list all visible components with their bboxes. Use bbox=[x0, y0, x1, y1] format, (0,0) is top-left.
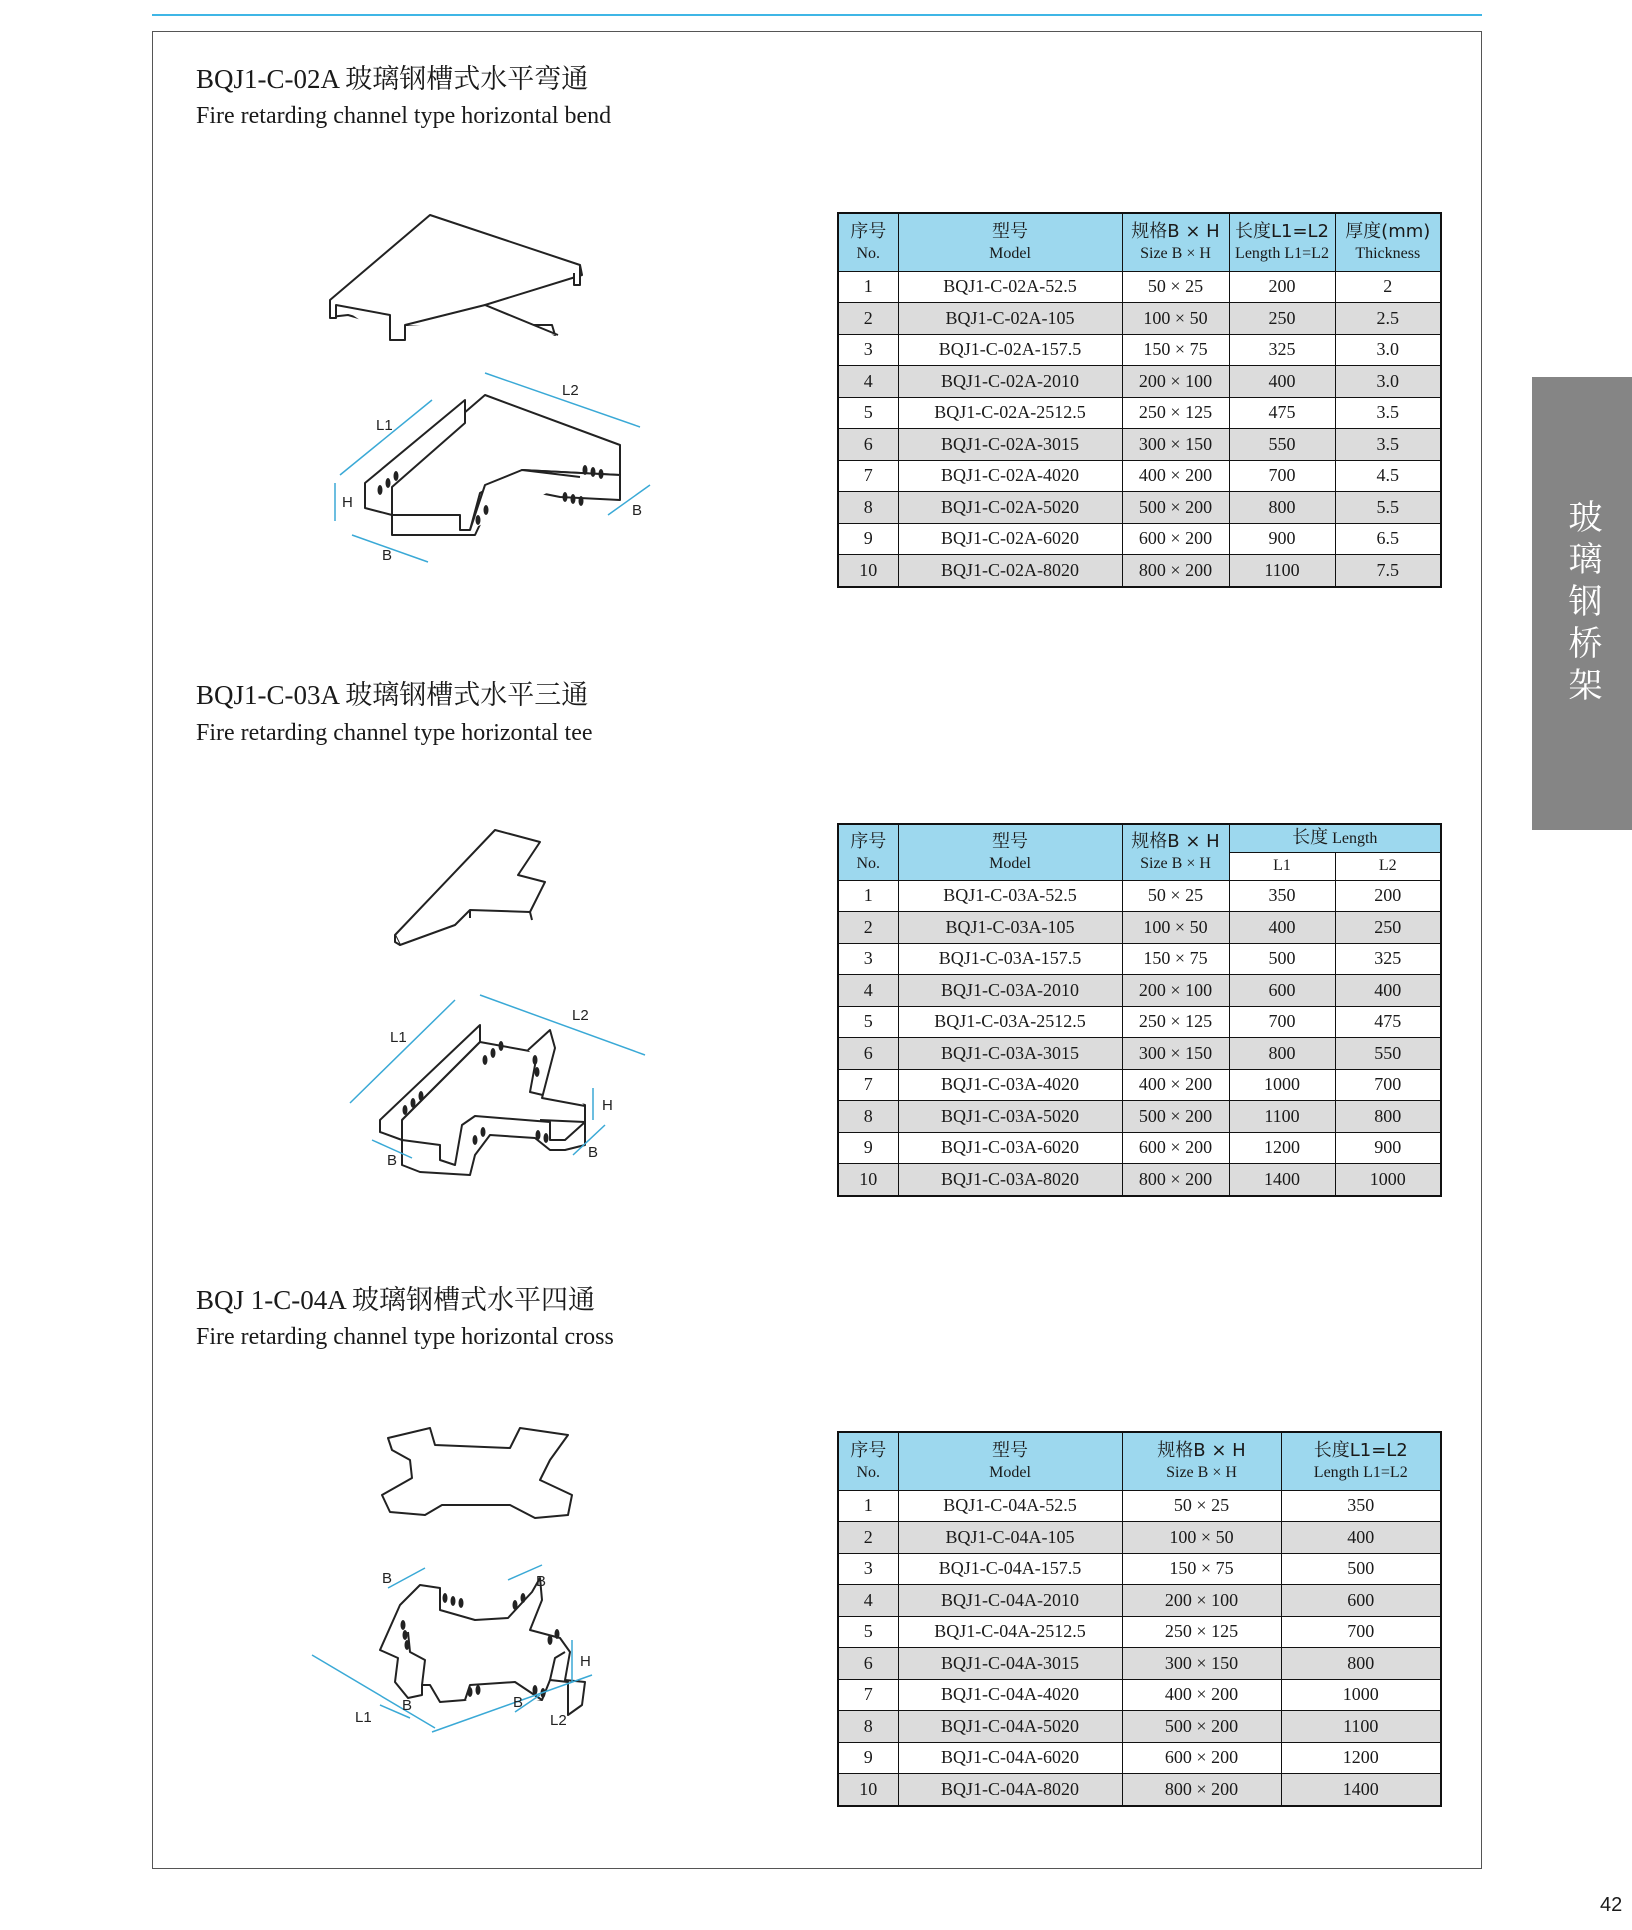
tee-label-b2: B bbox=[588, 1144, 599, 1161]
cross-label-l1: L1 bbox=[355, 1709, 372, 1726]
cell-model: BQJ1-C-04A-2010 bbox=[898, 1585, 1122, 1617]
cell-length: 500 bbox=[1281, 1553, 1441, 1585]
cell-model: BQJ1-C-02A-52.5 bbox=[898, 271, 1122, 303]
cell-thickness: 2 bbox=[1335, 271, 1441, 303]
cell-no: 1 bbox=[838, 880, 898, 912]
table-row bbox=[838, 271, 1441, 303]
header-model: 型号 Model bbox=[898, 1432, 1122, 1490]
cell-l2: 900 bbox=[1335, 1132, 1441, 1164]
cell-model: BQJ1-C-03A-105 bbox=[898, 912, 1122, 944]
cell-size: 100 × 50 bbox=[1122, 912, 1229, 944]
section-subtitle-bend: Fire retarding channel type horizontal bend bbox=[196, 103, 612, 129]
cell-size: 250 × 125 bbox=[1122, 397, 1229, 429]
table-row bbox=[838, 303, 1441, 335]
cell-size: 250 × 125 bbox=[1122, 1006, 1229, 1038]
cross-cover-top bbox=[382, 1428, 572, 1518]
cell-size: 50 × 25 bbox=[1122, 880, 1229, 912]
cell-size: 500 × 200 bbox=[1122, 492, 1229, 524]
cell-length: 700 bbox=[1229, 460, 1335, 492]
cell-length: 1100 bbox=[1281, 1711, 1441, 1743]
cell-size: 600 × 200 bbox=[1122, 1742, 1281, 1774]
table-row bbox=[838, 366, 1441, 398]
table-row bbox=[838, 1132, 1441, 1164]
cell-no: 4 bbox=[838, 366, 898, 398]
cell-size: 150 × 75 bbox=[1122, 334, 1229, 366]
header-length: 长度L1=L2 Length L1=L2 bbox=[1229, 213, 1335, 271]
cell-model: BQJ1-C-02A-2010 bbox=[898, 366, 1122, 398]
bend-label-l2: L2 bbox=[562, 382, 579, 399]
cell-no: 2 bbox=[838, 1522, 898, 1554]
section-subtitle-tee: Fire retarding channel type horizontal tee bbox=[196, 720, 593, 746]
bend-spec-table bbox=[837, 212, 1442, 588]
cell-model: BQJ1-C-03A-52.5 bbox=[898, 880, 1122, 912]
cell-size: 200 × 100 bbox=[1122, 366, 1229, 398]
cell-length: 1200 bbox=[1281, 1742, 1441, 1774]
tee-label-h: H bbox=[602, 1097, 613, 1114]
top-rule bbox=[152, 14, 1482, 16]
side-tab bbox=[1532, 377, 1632, 830]
cell-model: BQJ1-C-04A-3015 bbox=[898, 1648, 1122, 1680]
cell-no: 10 bbox=[838, 555, 898, 587]
cell-no: 5 bbox=[838, 1006, 898, 1038]
cell-l1: 1000 bbox=[1229, 1069, 1335, 1101]
cell-l2: 400 bbox=[1335, 975, 1441, 1007]
cell-size: 400 × 200 bbox=[1122, 460, 1229, 492]
header-thickness: 厚度(mm) Thickness bbox=[1335, 213, 1441, 271]
cell-model: BQJ1-C-03A-5020 bbox=[898, 1101, 1122, 1133]
table-row bbox=[838, 943, 1441, 975]
cross-label-b2: B bbox=[536, 1573, 547, 1590]
table-row bbox=[838, 1164, 1441, 1196]
cell-model: BQJ1-C-02A-105 bbox=[898, 303, 1122, 335]
cell-length: 1100 bbox=[1229, 555, 1335, 587]
cell-size: 800 × 200 bbox=[1122, 555, 1229, 587]
bend-label-l1: L1 bbox=[376, 417, 393, 434]
cell-thickness: 2.5 bbox=[1335, 303, 1441, 335]
cell-no: 8 bbox=[838, 492, 898, 524]
cell-l2: 800 bbox=[1335, 1101, 1441, 1133]
cell-no: 6 bbox=[838, 1038, 898, 1070]
cell-model: BQJ1-C-04A-2512.5 bbox=[898, 1616, 1122, 1648]
cell-l1: 1200 bbox=[1229, 1132, 1335, 1164]
header-length: 长度 Length bbox=[1229, 824, 1441, 852]
cell-length: 550 bbox=[1229, 429, 1335, 461]
header-length: 长度L1=L2 Length L1=L2 bbox=[1281, 1432, 1441, 1490]
cell-no: 7 bbox=[838, 1679, 898, 1711]
section-title-tee: BQJ1-C-03A 玻璃钢槽式水平三通 bbox=[196, 680, 589, 710]
cell-size: 600 × 200 bbox=[1122, 1132, 1229, 1164]
tee-label-b1: B bbox=[387, 1152, 398, 1169]
table-row bbox=[838, 523, 1441, 555]
cell-model: BQJ1-C-04A-4020 bbox=[898, 1679, 1122, 1711]
cross-label-l2: L2 bbox=[550, 1712, 567, 1729]
cell-model: BQJ1-C-02A-3015 bbox=[898, 429, 1122, 461]
cross-label-b1: B bbox=[382, 1570, 393, 1587]
section-title-cross: BQJ 1-C-04A 玻璃钢槽式水平四通 bbox=[196, 1285, 596, 1315]
horizontal-cross-drawing bbox=[310, 1420, 680, 1800]
table-row bbox=[838, 397, 1441, 429]
header-size: 规格B × H Size B × H bbox=[1122, 213, 1229, 271]
cross-label-b4: B bbox=[513, 1694, 524, 1711]
cell-size: 50 × 25 bbox=[1122, 1490, 1281, 1522]
cell-length: 325 bbox=[1229, 334, 1335, 366]
cell-l2: 475 bbox=[1335, 1006, 1441, 1038]
table-row bbox=[838, 1616, 1441, 1648]
cell-thickness: 4.5 bbox=[1335, 460, 1441, 492]
cell-length: 800 bbox=[1281, 1648, 1441, 1680]
table-row bbox=[838, 1742, 1441, 1774]
table-row bbox=[838, 429, 1441, 461]
header-l2: L2 bbox=[1335, 852, 1441, 880]
cell-model: BQJ1-C-02A-4020 bbox=[898, 460, 1122, 492]
cell-size: 100 × 50 bbox=[1122, 1522, 1281, 1554]
tee-cover-top bbox=[395, 830, 545, 945]
header-model: 型号 Model bbox=[898, 213, 1122, 271]
table-row bbox=[838, 1774, 1441, 1806]
cell-length: 200 bbox=[1229, 271, 1335, 303]
cell-thickness: 5.5 bbox=[1335, 492, 1441, 524]
cell-l2: 200 bbox=[1335, 880, 1441, 912]
cell-model: BQJ1-C-02A-6020 bbox=[898, 523, 1122, 555]
cell-no: 9 bbox=[838, 523, 898, 555]
cell-no: 2 bbox=[838, 303, 898, 335]
cell-thickness: 7.5 bbox=[1335, 555, 1441, 587]
header-no: 序号 No. bbox=[838, 1432, 898, 1490]
cell-size: 50 × 25 bbox=[1122, 271, 1229, 303]
table-row bbox=[838, 1522, 1441, 1554]
table-row bbox=[838, 1648, 1441, 1680]
cell-length: 900 bbox=[1229, 523, 1335, 555]
cell-l1: 350 bbox=[1229, 880, 1335, 912]
cell-l2: 550 bbox=[1335, 1038, 1441, 1070]
cell-size: 800 × 200 bbox=[1122, 1774, 1281, 1806]
table-row bbox=[838, 1711, 1441, 1743]
cell-thickness: 3.5 bbox=[1335, 429, 1441, 461]
cell-l1: 600 bbox=[1229, 975, 1335, 1007]
cross-label-b3: B bbox=[402, 1697, 413, 1714]
table-row bbox=[838, 1069, 1441, 1101]
table-row bbox=[838, 1553, 1441, 1585]
cross-label-h: H bbox=[580, 1653, 591, 1670]
cell-length: 600 bbox=[1281, 1585, 1441, 1617]
cell-no: 4 bbox=[838, 1585, 898, 1617]
bend-label-h: H bbox=[342, 494, 353, 511]
cell-size: 300 × 150 bbox=[1122, 1648, 1281, 1680]
table-row bbox=[838, 555, 1441, 587]
table-row bbox=[838, 912, 1441, 944]
cell-size: 200 × 100 bbox=[1122, 1585, 1281, 1617]
cell-model: BQJ1-C-03A-2010 bbox=[898, 975, 1122, 1007]
cell-no: 8 bbox=[838, 1711, 898, 1743]
cell-l1: 500 bbox=[1229, 943, 1335, 975]
cell-no: 3 bbox=[838, 943, 898, 975]
table-row bbox=[838, 1006, 1441, 1038]
header-l1: L1 bbox=[1229, 852, 1335, 880]
table-row bbox=[838, 1101, 1441, 1133]
header-model: 型号 Model bbox=[898, 824, 1122, 880]
cell-size: 150 × 75 bbox=[1122, 943, 1229, 975]
page-number: 42 bbox=[1600, 1894, 1623, 1916]
cell-size: 300 × 150 bbox=[1122, 1038, 1229, 1070]
cell-no: 6 bbox=[838, 429, 898, 461]
cell-model: BQJ1-C-04A-6020 bbox=[898, 1742, 1122, 1774]
cell-length: 400 bbox=[1229, 366, 1335, 398]
cell-l1: 700 bbox=[1229, 1006, 1335, 1038]
header-no: 序号 No. bbox=[838, 213, 898, 271]
cell-no: 3 bbox=[838, 1553, 898, 1585]
cell-no: 7 bbox=[838, 460, 898, 492]
cell-l2: 1000 bbox=[1335, 1164, 1441, 1196]
cell-model: BQJ1-C-04A-105 bbox=[898, 1522, 1122, 1554]
table-row bbox=[838, 1490, 1441, 1522]
tee-tray-bottom bbox=[402, 1116, 585, 1175]
cell-no: 10 bbox=[838, 1164, 898, 1196]
cell-thickness: 3.0 bbox=[1335, 334, 1441, 366]
table-row bbox=[838, 492, 1441, 524]
cell-no: 3 bbox=[838, 334, 898, 366]
table-row bbox=[838, 460, 1441, 492]
cell-model: BQJ1-C-04A-52.5 bbox=[898, 1490, 1122, 1522]
cell-model: BQJ1-C-03A-4020 bbox=[898, 1069, 1122, 1101]
cell-model: BQJ1-C-02A-8020 bbox=[898, 555, 1122, 587]
cell-size: 600 × 200 bbox=[1122, 523, 1229, 555]
cell-no: 2 bbox=[838, 912, 898, 944]
cell-size: 400 × 200 bbox=[1122, 1679, 1281, 1711]
cell-l1: 400 bbox=[1229, 912, 1335, 944]
table-row bbox=[838, 1585, 1441, 1617]
cell-model: BQJ1-C-03A-3015 bbox=[898, 1038, 1122, 1070]
horizontal-tee-drawing bbox=[310, 820, 680, 1200]
cell-model: BQJ1-C-04A-8020 bbox=[898, 1774, 1122, 1806]
cell-no: 1 bbox=[838, 1490, 898, 1522]
cell-model: BQJ1-C-02A-2512.5 bbox=[898, 397, 1122, 429]
cell-l2: 250 bbox=[1335, 912, 1441, 944]
cell-l1: 1100 bbox=[1229, 1101, 1335, 1133]
cell-no: 10 bbox=[838, 1774, 898, 1806]
cell-length: 800 bbox=[1229, 492, 1335, 524]
horizontal-bend-drawing bbox=[310, 205, 680, 585]
cell-l2: 700 bbox=[1335, 1069, 1441, 1101]
cell-model: BQJ1-C-02A-157.5 bbox=[898, 334, 1122, 366]
cell-length: 400 bbox=[1281, 1522, 1441, 1554]
cell-l1: 800 bbox=[1229, 1038, 1335, 1070]
section-title-bend: BQJ1-C-02A 玻璃钢槽式水平弯通 bbox=[196, 64, 589, 94]
cell-size: 150 × 75 bbox=[1122, 1553, 1281, 1585]
cell-size: 400 × 200 bbox=[1122, 1069, 1229, 1101]
tee-label-l2: L2 bbox=[572, 1007, 589, 1024]
cell-thickness: 3.5 bbox=[1335, 397, 1441, 429]
tee-spec-table bbox=[837, 823, 1442, 1197]
cell-no: 6 bbox=[838, 1648, 898, 1680]
cell-no: 9 bbox=[838, 1132, 898, 1164]
section-subtitle-cross: Fire retarding channel type horizontal cross bbox=[196, 1324, 614, 1350]
cell-model: BQJ1-C-02A-5020 bbox=[898, 492, 1122, 524]
cell-model: BQJ1-C-03A-8020 bbox=[898, 1164, 1122, 1196]
cell-model: BQJ1-C-03A-2512.5 bbox=[898, 1006, 1122, 1038]
cell-thickness: 6.5 bbox=[1335, 523, 1441, 555]
cell-no: 4 bbox=[838, 975, 898, 1007]
cross-spec-table bbox=[837, 1431, 1442, 1807]
cell-size: 300 × 150 bbox=[1122, 429, 1229, 461]
tee-label-l1: L1 bbox=[390, 1029, 407, 1046]
cell-length: 700 bbox=[1281, 1616, 1441, 1648]
cell-size: 500 × 200 bbox=[1122, 1711, 1281, 1743]
cell-no: 9 bbox=[838, 1742, 898, 1774]
cell-size: 800 × 200 bbox=[1122, 1164, 1229, 1196]
cell-l2: 325 bbox=[1335, 943, 1441, 975]
table-row bbox=[838, 334, 1441, 366]
cell-l1: 1400 bbox=[1229, 1164, 1335, 1196]
cell-no: 5 bbox=[838, 1616, 898, 1648]
cell-length: 350 bbox=[1281, 1490, 1441, 1522]
cell-size: 200 × 100 bbox=[1122, 975, 1229, 1007]
cell-model: BQJ1-C-03A-6020 bbox=[898, 1132, 1122, 1164]
cell-length: 250 bbox=[1229, 303, 1335, 335]
header-size: 规格B × H Size B × H bbox=[1122, 824, 1229, 880]
bend-label-b2: B bbox=[632, 502, 643, 519]
header-no: 序号 No. bbox=[838, 824, 898, 880]
header-size: 规格B × H Size B × H bbox=[1122, 1432, 1281, 1490]
side-tab-label: 玻璃钢桥架 bbox=[1562, 498, 1602, 709]
cell-model: BQJ1-C-04A-5020 bbox=[898, 1711, 1122, 1743]
cell-length: 475 bbox=[1229, 397, 1335, 429]
table-row bbox=[838, 880, 1441, 912]
table-row bbox=[838, 1038, 1441, 1070]
table-row bbox=[838, 1679, 1441, 1711]
cell-no: 8 bbox=[838, 1101, 898, 1133]
cell-thickness: 3.0 bbox=[1335, 366, 1441, 398]
cell-model: BQJ1-C-04A-157.5 bbox=[898, 1553, 1122, 1585]
cell-no: 5 bbox=[838, 397, 898, 429]
cell-model: BQJ1-C-03A-157.5 bbox=[898, 943, 1122, 975]
cell-no: 1 bbox=[838, 271, 898, 303]
cell-size: 250 × 125 bbox=[1122, 1616, 1281, 1648]
table-row bbox=[838, 975, 1441, 1007]
cell-length: 1400 bbox=[1281, 1774, 1441, 1806]
cell-no: 7 bbox=[838, 1069, 898, 1101]
cell-size: 100 × 50 bbox=[1122, 303, 1229, 335]
cell-length: 1000 bbox=[1281, 1679, 1441, 1711]
cell-size: 500 × 200 bbox=[1122, 1101, 1229, 1133]
bend-label-b1: B bbox=[382, 547, 393, 564]
